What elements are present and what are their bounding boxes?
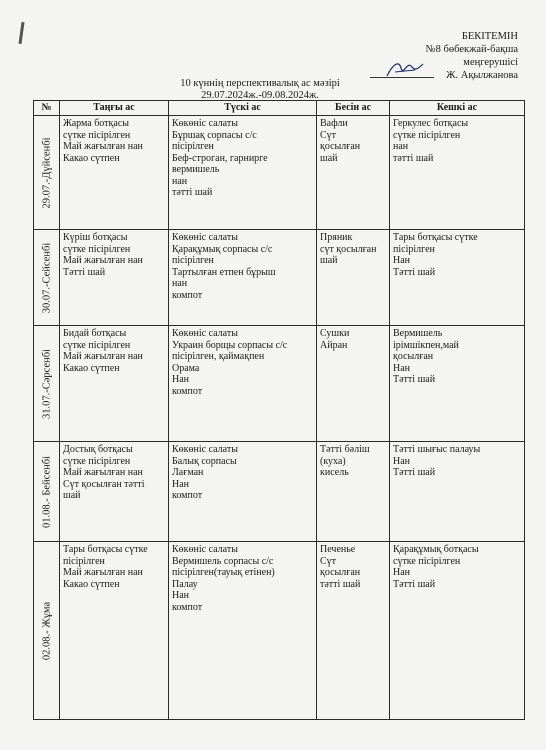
- food-item: Вермишель сорпасы с/с: [172, 555, 274, 567]
- food-item: Нан: [393, 567, 411, 578]
- title-line-2: 29.07.2024ж.-09.08.2024ж.: [201, 90, 319, 101]
- signature-icon: [385, 58, 425, 80]
- food-item: Орама: [172, 362, 200, 374]
- food-item: Какао сүтпен: [63, 152, 120, 164]
- day-label: 02.08.- Жұма: [40, 601, 52, 660]
- food-item: Нан: [393, 455, 411, 467]
- day-label: 31.07.-Сәрсенбі: [40, 348, 52, 419]
- snack-cell: [317, 542, 390, 720]
- lunch-cell: [169, 230, 317, 326]
- food-item: нан: [393, 141, 409, 152]
- table-row: [34, 442, 525, 542]
- day-cell: [34, 326, 60, 442]
- breakfast-cell: [60, 116, 169, 230]
- lunch-cell: [169, 326, 317, 442]
- food-item: Геркулес ботқасы: [393, 118, 469, 129]
- food-item: Тәтті шай: [393, 374, 436, 385]
- food-item: пісірілген: [393, 243, 435, 255]
- day-cell: [34, 230, 60, 326]
- header-snack: Бесін ас: [317, 101, 390, 116]
- food-item: Қарақұмық ботқасы: [393, 544, 479, 555]
- food-item: қосылған: [393, 351, 434, 362]
- approval-block: [426, 30, 518, 82]
- food-item: Сүт: [320, 555, 337, 567]
- food-item: Пряник: [320, 232, 353, 243]
- approval-line: Ж. Ақылжанова: [446, 70, 518, 81]
- food-item: Көкөніс салаты: [172, 444, 238, 455]
- food-item: Балық сорпасы: [172, 455, 237, 467]
- food-item: Нан: [172, 590, 190, 601]
- food-item: Вафли: [320, 118, 348, 129]
- food-item: компот: [172, 601, 203, 613]
- day-label: 01.08.- Бейсенбі: [40, 455, 52, 528]
- snack-cell: [317, 116, 390, 230]
- header-number: №: [34, 101, 60, 116]
- document-title: [150, 78, 370, 102]
- food-item: Көкөніс салаты: [172, 232, 238, 243]
- food-item: Айран: [320, 339, 348, 351]
- day-label: 30.07.-Сейсенбі: [40, 242, 52, 313]
- food-item: қосылған: [320, 567, 361, 578]
- food-item: Какао сүтпен: [63, 578, 120, 590]
- food-item: Бидай ботқасы: [63, 328, 127, 339]
- food-item: компот: [172, 490, 203, 501]
- table-row: [34, 326, 525, 442]
- food-item: пісірілген: [63, 555, 105, 567]
- dinner-cell: [390, 442, 525, 542]
- approval-line: меңгерушісі: [463, 57, 518, 68]
- food-item: Май жағылған нан: [63, 351, 143, 362]
- food-item: Тары ботқасы сүтке: [63, 544, 148, 555]
- food-item: Сушки: [320, 328, 350, 339]
- lunch-cell: [169, 442, 317, 542]
- food-item: Беф-строган, гарнирге: [172, 152, 268, 164]
- food-item: кисель: [320, 467, 349, 478]
- snack-cell: [317, 442, 390, 542]
- food-item: Көкөніс салаты: [172, 118, 238, 129]
- food-item: сүтке пісірілген: [393, 129, 461, 141]
- day-cell: [34, 116, 60, 230]
- menu-table: [33, 100, 525, 720]
- snack-cell: [317, 230, 390, 326]
- food-item: Жарма ботқасы: [63, 118, 129, 129]
- food-item: Қарақұмық сорпасы с/с: [172, 243, 273, 255]
- breakfast-cell: [60, 326, 169, 442]
- day-label: 29.07.-Дүйсенбі: [40, 136, 52, 209]
- food-item: шай: [63, 490, 81, 501]
- food-item: қосылған: [320, 141, 361, 152]
- food-item: сүтке пісірілген: [63, 129, 131, 141]
- food-item: компот: [172, 385, 203, 397]
- approval-line: №8 бөбекжай-бақша: [425, 44, 518, 55]
- food-item: сүтке пісірілген: [63, 243, 131, 255]
- food-item: Сүт: [320, 129, 337, 141]
- table-row: [34, 542, 525, 720]
- food-item: Тары ботқасы сүтке: [393, 232, 478, 243]
- dinner-cell: [390, 230, 525, 326]
- food-item: (куха): [320, 455, 346, 467]
- food-item: пісірілген: [172, 141, 214, 152]
- food-item: Печенье: [320, 544, 356, 555]
- food-item: Тәтті бәліш: [320, 444, 370, 455]
- food-item: Украин борщы сорпасы с/с: [172, 339, 288, 351]
- food-item: Май жағылған нан: [63, 467, 143, 478]
- food-item: Тәтті шығыс палауы: [393, 444, 481, 455]
- breakfast-cell: [60, 230, 169, 326]
- food-item: Вермишель: [393, 328, 443, 339]
- header-breakfast: Таңғы ас: [60, 101, 169, 116]
- food-item: пісірілген(тауық етінен): [172, 567, 275, 578]
- food-item: Нан: [393, 255, 411, 266]
- title-line-1: 10 күннің перспективалық ас мәзірі: [180, 78, 340, 89]
- food-item: сүт қосылған: [320, 243, 377, 255]
- food-item: Тартылған етпен бұрыш: [172, 266, 276, 278]
- food-item: Тәтті шай: [393, 266, 436, 278]
- food-item: Нан: [393, 362, 411, 374]
- food-item: Көкөніс салаты: [172, 328, 238, 339]
- food-item: тәтті шай: [172, 187, 213, 198]
- food-item: компот: [172, 289, 203, 301]
- dinner-cell: [390, 542, 525, 720]
- food-item: Май жағылған нан: [63, 255, 143, 266]
- food-item: Лағман: [172, 467, 204, 478]
- food-item: Тәтті шай: [63, 266, 106, 278]
- dinner-cell: [390, 326, 525, 442]
- food-item: Бұршақ сорпасы с/с: [172, 129, 257, 141]
- food-item: Какао сүтпен: [63, 362, 120, 374]
- snack-cell: [317, 326, 390, 442]
- day-cell: [34, 542, 60, 720]
- header-lunch: Түскі ас: [169, 101, 317, 116]
- food-item: Көкөніс салаты: [172, 544, 238, 555]
- food-item: Май жағылған нан: [63, 567, 143, 578]
- food-item: вермишель: [172, 164, 220, 175]
- food-item: Достық ботқасы: [63, 444, 133, 455]
- breakfast-cell: [60, 442, 169, 542]
- day-cell: [34, 442, 60, 542]
- food-item: шай: [320, 152, 338, 164]
- lunch-cell: [169, 116, 317, 230]
- food-item: тәтті шай: [393, 152, 434, 164]
- food-item: Тәтті шай: [393, 578, 436, 590]
- food-item: ірімшікпен,май: [393, 339, 459, 351]
- food-item: пісірілген, қаймақпен: [172, 351, 265, 362]
- lunch-cell: [169, 542, 317, 720]
- food-item: шай: [320, 255, 338, 266]
- food-item: Күріш ботқасы: [63, 232, 128, 243]
- food-item: Май жағылған нан: [63, 141, 143, 152]
- food-item: сүтке пісірілген: [63, 339, 131, 351]
- dinner-cell: [390, 116, 525, 230]
- food-item: Нан: [172, 478, 190, 490]
- approval-line: БЕКІТЕМІН: [461, 31, 518, 42]
- breakfast-cell: [60, 542, 169, 720]
- header-dinner: Кешкі ас: [390, 101, 525, 116]
- table-header-row: [34, 101, 525, 116]
- food-item: Нан: [172, 374, 190, 385]
- food-item: Тәтті шай: [393, 467, 436, 478]
- table-row: [34, 230, 525, 326]
- food-item: нан: [172, 278, 188, 289]
- food-item: сүтке пісірілген: [63, 455, 131, 467]
- table-row: [34, 116, 525, 230]
- pen-mark: [18, 22, 24, 44]
- food-item: тәтті шай: [320, 578, 361, 590]
- food-item: нан: [172, 175, 188, 187]
- food-item: сүтке пісірілген: [393, 555, 461, 567]
- food-item: пісірілген: [172, 255, 214, 266]
- food-item: Палау: [172, 578, 198, 590]
- food-item: Сүт қосылған тәтті: [63, 478, 145, 490]
